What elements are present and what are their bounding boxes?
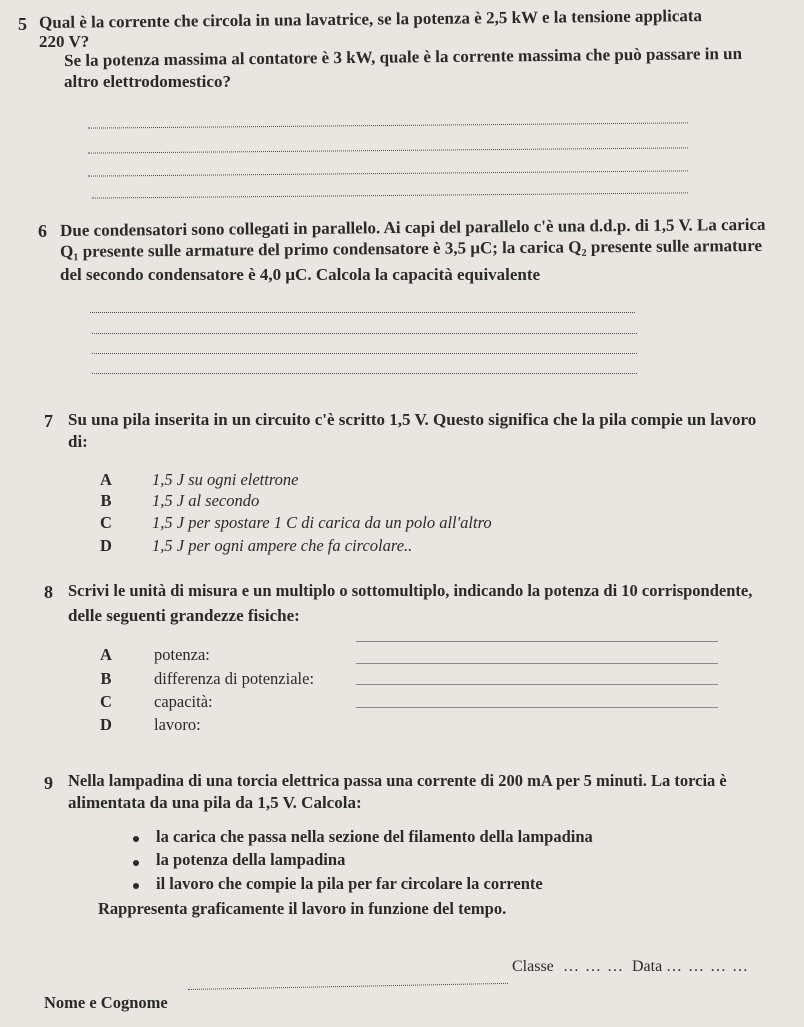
q6-number: 6 [38,221,47,241]
q6-answer-line-4 [92,373,637,374]
q7-text-line1: Su una pila inserita in un circuito c'è scritto 1,5 V. Questo significa che la pila compie un lavoro [68,410,757,429]
q5-number: 5 [18,14,27,34]
q8-text-line2: delle seguenti grandezze fisiche: [68,606,300,625]
footer-class-dots: … … … [563,958,624,975]
option-text: lavoro: [154,715,201,734]
option-text: potenza: [154,645,210,664]
q8-answer-line-c [356,684,718,685]
q9-bullet-2: la potenza della lampadina [156,850,346,869]
q8-number: 8 [44,582,53,602]
q8-answer-line-b [356,663,718,664]
bullet-dot [133,883,139,889]
q9-text-line3: Rappresenta graficamente il lavoro in funzione del tempo. [98,899,507,918]
q8-answer-line-a [356,641,718,642]
q6-text-line2: Q₁ presente sulle armature del primo condensatore è 3,5 μC; la carica Q₂ presente sulle armature [60,235,763,261]
footer-class-label: Classe [512,958,554,975]
option-text: capacità: [154,692,213,711]
q5-answer-line-4 [92,192,688,198]
q8-text-line1: Scrivi le unità di misura e un multiplo o sottomultiplo, indicando la potenza di 10 corrispondente, [68,581,753,600]
option-letter: B [100,491,112,510]
option-letter: A [100,470,112,489]
footer-date-label: Data [632,958,663,975]
bullet-dot [133,836,139,842]
option-letter: B [100,669,112,688]
option-text: differenza di potenziale: [154,669,315,688]
q9-bullet-3: il lavoro che compie la pila per far circolare la corrente [156,874,543,893]
q6-answer-line-2 [92,333,637,334]
q6-answer-line-1 [90,312,635,313]
q5-text-line1: Qual è la corrente che circola in una lavatrice, se la potenza è 2,5 kW e la tensione applicata [39,6,703,32]
q5-answer-line-1 [88,122,688,128]
q7-number: 7 [44,411,53,431]
q6-answer-line-3 [92,353,637,354]
q9-number: 9 [44,773,53,793]
q9-bullet-1: la carica che passa nella sezione del filamento della lampadina [156,827,593,846]
option-letter: C [100,692,112,711]
q5-text-line2: 220 V? [39,32,90,51]
option-text: 1,5 J al secondo [152,491,260,510]
q5-text-line4: altro elettrodomestico? [64,72,231,91]
option-text: 1,5 J su ogni elettrone [152,470,299,489]
option-letter: D [100,536,112,555]
q9-text-line2: alimentata da una pila da 1,5 V. Calcola: [68,793,362,812]
footer-name-line [188,983,508,990]
q5-text-line3: Se la potenza massima al contatore è 3 kW, quale è la corrente massima che può passare in un [64,43,743,70]
q5-answer-line-2 [88,147,688,153]
q6-text-line3: del secondo condensatore è 4,0 μC. Calcola la capacità equivalente [60,265,541,284]
q7-text-line2: di: [68,432,88,451]
bullet-dot [133,860,139,866]
q6-text-line1: Due condensatori sono collegati in parallelo. Ai capi del parallelo c'è una d.d.p. di 1,5 V. La carica [60,214,766,240]
option-letter: A [100,645,112,664]
option-letter: C [100,513,112,532]
option-text: 1,5 J per spostare 1 C di carica da un polo all'altro [152,513,492,532]
footer-date-dots: … … … … [666,958,749,975]
option-letter: D [100,715,112,734]
option-text: 1,5 J per ogni ampere che fa circolare.. [152,536,413,555]
q8-answer-line-d [356,707,718,708]
q5-answer-line-3 [88,170,688,176]
q9-text-line1: Nella lampadina di una torcia elettrica passa una corrente di 200 mA per 5 minuti. La torcia è [68,771,727,790]
footer-name-label: Nome e Cognome [44,993,168,1012]
